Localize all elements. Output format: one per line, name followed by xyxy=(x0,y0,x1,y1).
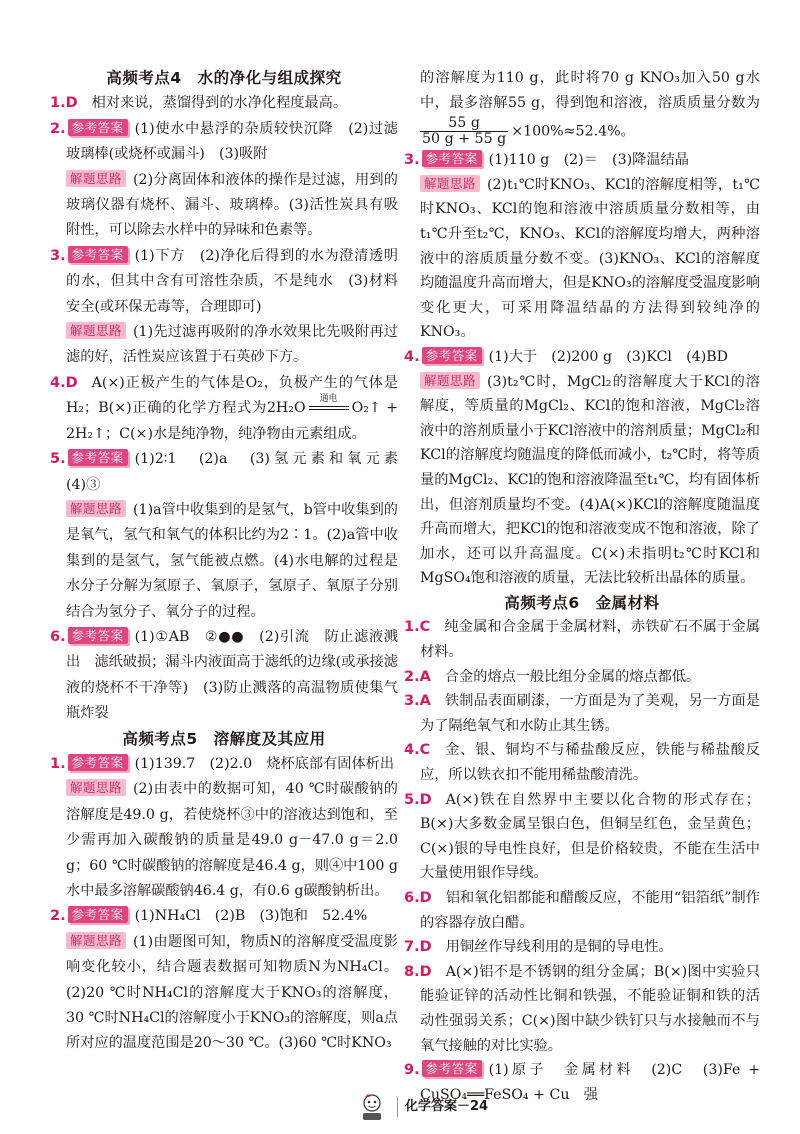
s4-q6-item xyxy=(50,625,398,727)
analysis-tag: 解题思路 xyxy=(420,372,480,389)
answer-line xyxy=(404,665,760,690)
answer-line xyxy=(404,345,760,370)
question-number: 1.D xyxy=(50,95,78,112)
s4-q2-item xyxy=(50,117,413,244)
answer-text: (1)NH₄Cl (2)B (3)饱和 52.4% xyxy=(134,908,368,925)
answer-text-after-equation: O₂↑ + 2H₂↑；C(×)水是纯净物，纯净物由元素组成。 xyxy=(66,400,398,442)
answer-text-before-equation: A(×)正极产生的气体是O₂，负极产生的气体是H₂；B(×)正确的化学方程式为2H₂O xyxy=(66,374,398,417)
analysis-tag: 解题思路 xyxy=(66,500,126,517)
question-number: 9. xyxy=(404,1062,420,1079)
answer-line xyxy=(50,117,413,168)
answer-text: (1)使水中悬浮的杂质较快沉降 (2)过滤 玻璃棒(或烧杯或漏斗) (3)吸附 xyxy=(66,120,413,163)
fraction-numerator: 55 g xyxy=(420,116,508,132)
analysis-tag: 解题思路 xyxy=(66,170,126,187)
answer-line xyxy=(404,886,760,935)
answer-text: (1)2∶1 (2)a (3)氢元素和氧元素 (4)③ xyxy=(66,451,413,493)
analysis-tag: 解题思路 xyxy=(66,932,126,949)
answer-tag: 参考答案 xyxy=(68,754,128,771)
analysis-text: (1)由题图可知，物质N的溶解度受温度影响变化较小，结合题表数据可知物质N为NH₄Cl。(2)20 ℃时NH₄Cl的溶解度大于KNO₃的溶解度，30 ℃时NH₄Cl的溶解度小于KNO₃的溶解度，则a点所对应的温度范围是20～30 ℃。(3)60 ℃时KNO₃ xyxy=(66,933,398,1052)
answer-tag: 参考答案 xyxy=(422,150,482,167)
answer-line xyxy=(50,904,398,929)
s5-q3-item xyxy=(404,148,760,345)
answer-text: (1)110 g (2)＝ (3)降温结晶 xyxy=(488,152,689,169)
s5-q2-item xyxy=(50,904,398,1056)
answer-line xyxy=(404,148,760,173)
answer-tag: 参考答案 xyxy=(422,347,482,364)
s5-q2-continued xyxy=(404,66,760,148)
answer-text: 相对来说，蒸馏得到的水净化程度最高。 xyxy=(91,95,348,112)
answer-tag: 参考答案 xyxy=(68,449,128,466)
question-number: 8.D xyxy=(404,963,432,980)
answer-text: (1)139.7 (2)2.0 烧杯底部有固体析出 xyxy=(134,755,395,772)
analysis-text: (2)t₁℃时KNO₃、KCl的溶解度相等，t₁℃时KNO₃、KCl的饱和溶液中溶质质量分数相等，由t₁℃升至t₂℃，KNO₃、KCl的溶解度均增大，两种溶液中的溶质质量分数不变。(3)KNO₃、KCl的溶解度均随温度升高而增大，但是KNO₃的溶解度受温度影响变化更大，可采用降温结晶的方法得到较纯净的KNO₃。 xyxy=(420,176,760,341)
page-number-label: 化学答案－24 xyxy=(405,1099,489,1114)
page-footer xyxy=(0,1092,800,1126)
answer-line xyxy=(404,615,760,664)
s6-q7-item xyxy=(404,935,760,960)
s5-q4-item xyxy=(404,345,760,591)
question-number: 1. xyxy=(50,755,66,772)
analysis-text: 的溶解度为110 g，此时将70 g KNO₃加入50 g水中，最多溶解55 g，得到饱和溶液，溶质质量分数为 xyxy=(420,70,760,111)
analysis-paragraph-continued xyxy=(420,66,760,148)
answer-text: 铝和氧化铝都能和醋酸反应，不能用“铝箔纸”制作的容器存放白醋。 xyxy=(420,890,760,931)
answer-text: 用铜丝作导线利用的是铜的导电性。 xyxy=(445,939,673,956)
question-number: 6. xyxy=(50,628,66,645)
reaction-condition-sign xyxy=(309,394,349,415)
s6-q5-item xyxy=(404,788,760,886)
section-heading-5: 高频考点5 溶解度及其应用 xyxy=(122,729,326,748)
s6-q6-item xyxy=(404,886,760,935)
answer-line xyxy=(404,960,760,1058)
answer-line xyxy=(404,738,760,787)
question-number: 2. xyxy=(50,908,66,925)
s6-q3-item xyxy=(404,689,760,738)
analysis-paragraph xyxy=(66,320,398,371)
analysis-paragraph xyxy=(66,168,398,244)
footer-divider xyxy=(397,1097,398,1117)
reaction-equals-sign xyxy=(309,406,349,410)
question-number: 3. xyxy=(404,152,420,169)
mass-fraction-formula xyxy=(420,116,508,147)
answer-line xyxy=(50,371,398,447)
section-heading-6: 高频考点6 金属材料 xyxy=(504,593,660,612)
answer-text: 金、银、铜均不与稀盐酸反应，铁能与稀盐酸反应，所以铁衣扣不能用稀盐酸清洗。 xyxy=(420,742,760,784)
question-number: 4.C xyxy=(404,742,431,759)
answer-text: 纯金属和合金属于金属材料，赤铁矿石不属于金属材料。 xyxy=(420,619,760,661)
answer-line xyxy=(404,689,760,738)
question-number: 4.D xyxy=(50,374,78,391)
question-number: 6.D xyxy=(404,890,432,906)
section-heading-4: 高频考点4 水的净化与组成探究 xyxy=(106,69,342,87)
analysis-text: (1)a管中收集到的是氢气，b管中收集到的是氧气，氢气和氧气的体积比约为2∶1。(2)a管中收集到的是氢气，氢气能被点燃。(4)水电解的过程是水分子分解为氢原子、氧原子，氢原子、氧原子分别结合为氢分子、氧分子的过程。 xyxy=(66,501,398,620)
analysis-text: (3)t₂℃时，MgCl₂的溶解度大于KCl的溶解度，等质量的MgCl₂、KCl的饱和溶液，MgCl₂溶液中的溶剂质量小于KCl溶液中的溶剂质量；MgCl₂和KCl的溶解度均随温度的降低而减小，t₂℃时，将等质量的MgCl₂、KCl的饱和溶液降温至t₁℃，均有固体析出，但溶剂质量均不变。(4)A(×)KCl的溶解度随温度升高而增大，把KCl的饱和溶液变成不饱和溶液，除了加水，还可以升高温度。C(×)未指明t₂℃时KCl和MgSO₄饱和溶液的质量，无法比较析出晶体的质量。 xyxy=(420,373,760,587)
right-column xyxy=(404,66,760,1103)
question-number: 5. xyxy=(50,451,66,468)
question-number: 3. xyxy=(50,247,66,264)
s4-q4-item xyxy=(50,371,398,447)
reaction-condition-label: 通电 xyxy=(319,394,338,405)
left-column xyxy=(50,66,413,1092)
answer-tag: 参考答案 xyxy=(68,627,128,644)
analysis-paragraph xyxy=(66,498,398,625)
analysis-paragraph xyxy=(66,930,398,1057)
publisher-logo-icon xyxy=(352,1092,392,1122)
answer-tag: 参考答案 xyxy=(68,906,128,923)
answer-line xyxy=(50,244,398,320)
analysis-text: (1)先过滤再吸附的净水效果比先吸附再过滤的好，活性炭应该置于石英砂下方。 xyxy=(66,324,398,366)
answer-text: A(×)铝不是不锈钢的组分金属；B(×)图中实验只能验证锌的活动性比铜和铁强，不能验证铜和铁的活动性强弱关系；C(×)图中缺少铁钉只与水接触而不与氧气接触的对比实验。 xyxy=(420,963,760,1054)
answer-line xyxy=(404,935,760,960)
answer-line xyxy=(50,752,398,777)
s4-q3-item xyxy=(50,244,398,371)
analysis-text: (2)分离固体和液体的操作是过滤，用到的玻璃仪器有烧杯、漏斗、玻璃棒。(3)活性炭具有吸附性，可以除去水样中的异味和色素等。 xyxy=(66,171,398,239)
fraction-result: ×100%≈52.4%。 xyxy=(511,123,635,140)
s6-q2-item xyxy=(404,665,760,690)
question-number: 2.A xyxy=(404,668,431,685)
answer-text: (1)①AB ②●● (2)引流 防止滤液溅出 滤纸破损；漏斗内液面高于滤纸的边缘(或承接滤液的烧杯不干净等) (3)防止溅落的高温物质使集气瓶炸裂 xyxy=(66,628,398,722)
question-number: 5.D xyxy=(404,791,432,808)
analysis-text: (2)由表中的数据可知，40 ℃时碳酸钠的溶解度是49.0 g，若使烧杯③中的溶液达到饱和，至少需再加入碳酸钠的质量是49.0 g－47.0 g＝2.0 g；60 ℃时碳酸钠的溶解度是46.4 g，则④中100 g水中最多溶解碳酸钠46.4 g，有0.6 g碳酸钠析出。 xyxy=(66,781,398,899)
question-number: 1.C xyxy=(404,619,431,636)
answer-text: 合金的熔点一般比组分金属的熔点都低。 xyxy=(444,668,701,685)
analysis-tag: 解题思路 xyxy=(66,322,126,339)
s4-q1-item xyxy=(50,91,398,116)
answer-tag: 参考答案 xyxy=(68,119,128,136)
s6-q8-item xyxy=(404,960,760,1058)
analysis-paragraph xyxy=(420,173,760,345)
answer-tag: 参考答案 xyxy=(68,246,128,263)
fraction-denominator: 50 g + 55 g xyxy=(422,131,507,148)
answer-text: (1)下方 (2)净化后得到的水为澄清透明的水，但其中含有可溶性杂质，不是纯水 (3)材料安全(或环保无毒等，合理即可) xyxy=(66,247,398,315)
answer-text: A(×)铁在自然界中主要以化合物的形式存在；B(×)大多数金属呈银白色，但铜呈红色，金呈黄色；C(×)银的导电性良好，但是价格较贵，不能在生活中大量使用银作导线。 xyxy=(420,791,760,882)
answer-text: 铁制品表面刷漆，一方面是为了美观，另一方面是为了隔绝氧气和水防止其生锈。 xyxy=(420,693,760,734)
analysis-tag: 解题思路 xyxy=(420,175,480,192)
answer-line xyxy=(50,91,398,116)
s5-q1-item xyxy=(50,752,398,904)
answer-text: (1)大于 (2)200 g (3)KCl (4)BD xyxy=(488,348,729,365)
analysis-paragraph xyxy=(420,370,760,591)
answer-line xyxy=(404,788,760,886)
answer-line xyxy=(50,447,413,498)
answer-text: (1)原子 金属材料 (2)C (3)Fe + CuSO₄══FeSO₄ + Cu 强 xyxy=(420,1062,760,1103)
question-number: 3.A xyxy=(404,693,431,710)
analysis-tag: 解题思路 xyxy=(66,779,126,796)
question-number: 2. xyxy=(50,120,66,137)
s4-q5-item xyxy=(50,447,413,625)
s6-q1-item xyxy=(404,615,760,664)
answer-tag: 参考答案 xyxy=(422,1060,482,1077)
question-number: 4. xyxy=(404,348,420,365)
s6-q4-item xyxy=(404,738,760,787)
question-number: 7.D xyxy=(404,939,432,956)
analysis-paragraph xyxy=(66,777,398,904)
answer-line xyxy=(50,625,398,727)
